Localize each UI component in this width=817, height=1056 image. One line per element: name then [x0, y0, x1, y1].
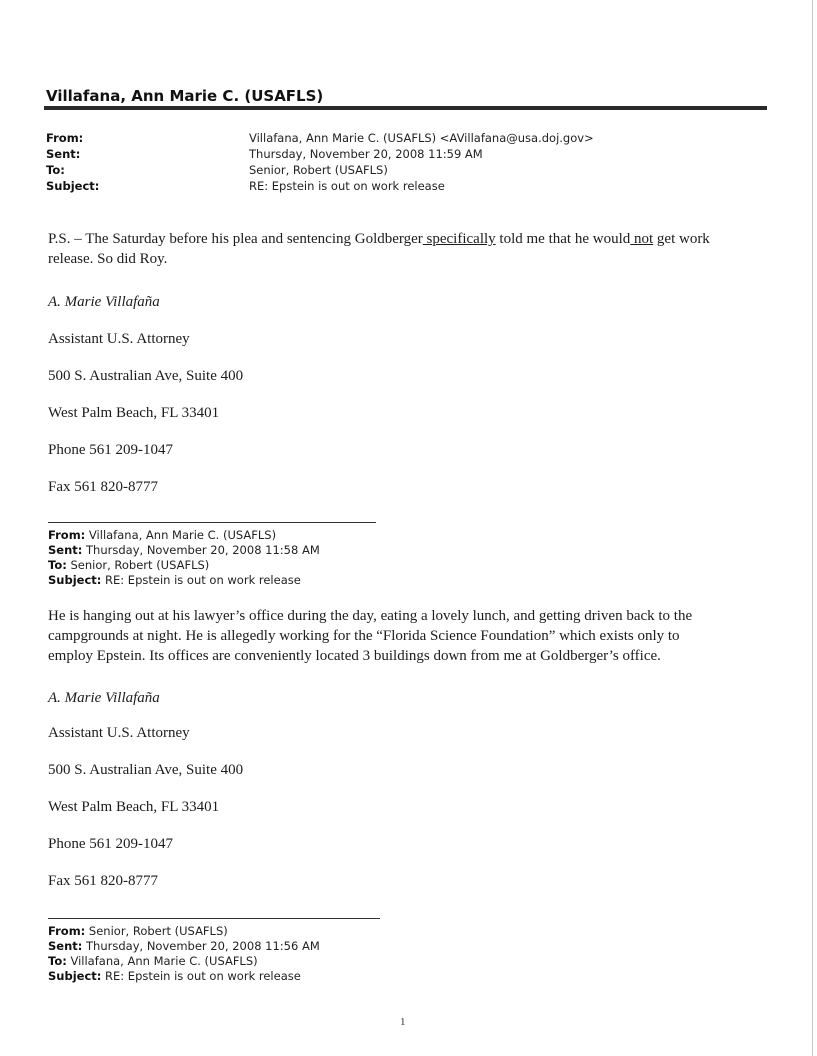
quoted1-to-label: To: — [48, 558, 67, 572]
quoted2-subject-value: RE: Epstein is out on work release — [101, 969, 301, 983]
quoted2-sent-value: Thursday, November 20, 2008 11:56 AM — [82, 939, 320, 953]
signature2-city: West Palm Beach, FL 33401 — [48, 799, 220, 815]
signature2-address: 500 S. Australian Ave, Suite 400 — [48, 762, 244, 778]
ps-text-2: told me that he would — [495, 231, 631, 247]
subject-value: RE: Epstein is out on work release — [249, 179, 445, 193]
signature2-fax: Fax 561 820-8777 — [48, 873, 158, 889]
quoted2-subject-row — [48, 969, 320, 984]
signature2-phone: Phone 561 209-1047 — [48, 836, 173, 852]
quoted-header-2 — [48, 924, 320, 984]
signature2-name: A. Marie Villafaña — [48, 690, 160, 706]
signature1-title: Assistant U.S. Attorney — [48, 331, 190, 347]
signature1-address: 500 S. Australian Ave, Suite 400 — [48, 368, 244, 384]
quoted1-subject-value: RE: Epstein is out on work release — [101, 573, 301, 587]
from-value: Villafana, Ann Marie C. (USAFLS) <AVillafana@usa.doj.gov> — [249, 131, 594, 145]
signature1-city: West Palm Beach, FL 33401 — [48, 405, 220, 421]
quoted1-to-value: Senior, Robert (USAFLS) — [66, 558, 210, 572]
quoted1-from-label: From: — [48, 528, 86, 542]
signature1-phone: Phone 561 209-1047 — [48, 442, 173, 458]
sent-label: Sent: — [46, 147, 81, 161]
quoted1-sent-row — [48, 543, 320, 558]
quoted2-subject-label: Subject: — [48, 969, 102, 983]
sent-value: Thursday, November 20, 2008 11:59 AM — [249, 147, 483, 161]
quoted2-sent-label: Sent: — [48, 939, 83, 953]
message2-line-2: campgrounds at night. He is allegedly working for the “Florida Science Foundation” which exists only to — [48, 628, 680, 644]
ps-text-1: P.S. – The Saturday before his plea and sentencing Goldberger — [48, 231, 423, 247]
quote-separator-1 — [48, 522, 376, 523]
ps-underlined-not: not — [630, 231, 654, 247]
ps-text-3: get work — [653, 231, 710, 247]
message2-line-3: employ Epstein. Its offices are conveniently located 3 buildings down from me at Goldberger’s office. — [48, 648, 661, 664]
quoted1-subject-row — [48, 573, 320, 588]
quoted2-from-value: Senior, Robert (USAFLS) — [85, 924, 228, 938]
signature1-name: A. Marie Villafaña — [48, 294, 160, 310]
quoted1-from-value: Villafana, Ann Marie C. (USAFLS) — [85, 528, 277, 542]
subject-label: Subject: — [46, 179, 100, 193]
ps-line-2: release. So did Roy. — [48, 251, 168, 267]
quoted2-to-row — [48, 954, 320, 969]
quoted1-sent-value: Thursday, November 20, 2008 11:58 AM — [82, 543, 320, 557]
header-to-row — [46, 162, 746, 178]
message2-paragraph — [48, 606, 778, 666]
from-label: From: — [46, 131, 84, 145]
quoted2-to-label: To: — [48, 954, 67, 968]
email-header — [46, 130, 746, 194]
quoted1-to-row — [48, 558, 320, 573]
to-value: Senior, Robert (USAFLS) — [249, 163, 388, 177]
quoted1-from-row — [48, 528, 320, 543]
header-from-row — [46, 130, 746, 146]
quoted2-to-value: Villafana, Ann Marie C. (USAFLS) — [66, 954, 258, 968]
quoted2-from-row — [48, 924, 320, 939]
quoted1-subject-label: Subject: — [48, 573, 102, 587]
header-sent-row — [46, 146, 746, 162]
ps-paragraph — [48, 229, 778, 269]
signature2-title: Assistant U.S. Attorney — [48, 725, 190, 741]
signature1-fax: Fax 561 820-8777 — [48, 479, 158, 495]
quoted-header-1 — [48, 528, 320, 588]
header-subject-row — [46, 178, 746, 194]
ps-underlined-specifically: specifically — [422, 231, 496, 247]
title-rule — [44, 106, 767, 110]
quoted1-sent-label: Sent: — [48, 543, 83, 557]
page-edge-line — [812, 0, 813, 1056]
ps-line-1 — [48, 229, 778, 249]
quote-separator-2 — [48, 918, 380, 919]
quoted2-sent-row — [48, 939, 320, 954]
page-number: 1 — [400, 1016, 406, 1028]
message2-line-1: He is hanging out at his lawyer’s office during the day, eating a lovely lunch, and getting driven back to the — [48, 608, 693, 624]
document-title: Villafana, Ann Marie C. (USAFLS) — [46, 87, 324, 105]
quoted2-from-label: From: — [48, 924, 86, 938]
to-label: To: — [46, 163, 65, 177]
